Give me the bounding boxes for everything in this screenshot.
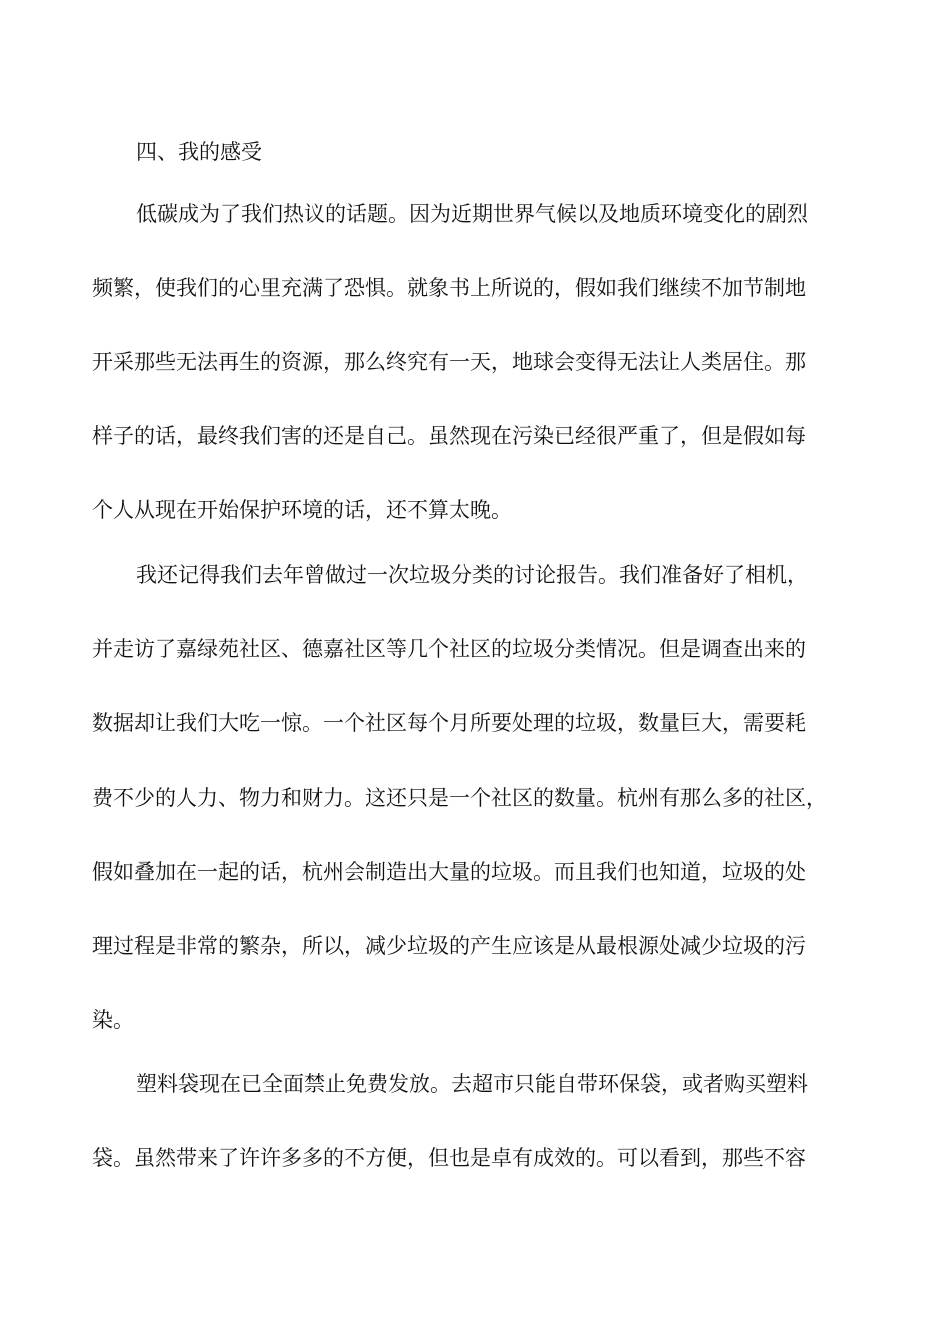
- paragraph-2-line-5: 假如叠加在一起的话，杭州会制造出大量的垃圾。而且我们也知道，垃圾的处: [92, 860, 806, 884]
- paragraph-2-line-6: 理过程是非常的繁杂，所以，减少垃圾的产生应该是从最根源处减少垃圾的污: [92, 934, 806, 958]
- paragraph-2-line-3: 数据却让我们大吃一惊。一个社区每个月所要处理的垃圾，数量巨大，需要耗: [92, 711, 806, 735]
- paragraph-1-line-5: 个人从现在开始保护环境的话，还不算太晚。: [92, 498, 512, 522]
- paragraph-2-line-2: 并走访了嘉绿苑社区、德嘉社区等几个社区的垃圾分类情况。但是调查出来的: [92, 637, 806, 661]
- paragraph-3-line-1: 塑料袋现在已全面禁止免费发放。去超市只能自带环保袋，或者购买塑料: [136, 1072, 808, 1096]
- paragraph-2-line-1: 我还记得我们去年曾做过一次垃圾分类的讨论报告。我们准备好了相机，: [136, 563, 808, 587]
- paragraph-2-line-7: 染。: [92, 1008, 134, 1032]
- paragraph-1-line-1: 低碳成为了我们热议的话题。因为近期世界气候以及地质环境变化的剧烈: [136, 202, 808, 226]
- paragraph-1-line-4: 样子的话，最终我们害的还是自己。虽然现在污染已经很严重了，但是假如每: [92, 424, 806, 448]
- paragraph-1-line-3: 开采那些无法再生的资源，那么终究有一天，地球会变得无法让人类居住。那: [92, 350, 806, 374]
- paragraph-2-line-4: 费不少的人力、物力和财力。这还只是一个社区的数量。杭州有那么多的社区，: [92, 786, 827, 810]
- section-heading: 四、我的感受: [136, 140, 262, 164]
- paragraph-1-line-2: 频繁，使我们的心里充满了恐惧。就象书上所说的，假如我们继续不加节制地: [92, 276, 806, 300]
- paragraph-3-line-2: 袋。虽然带来了许许多多的不方便，但也是卓有成效的。可以看到，那些不容: [92, 1146, 806, 1170]
